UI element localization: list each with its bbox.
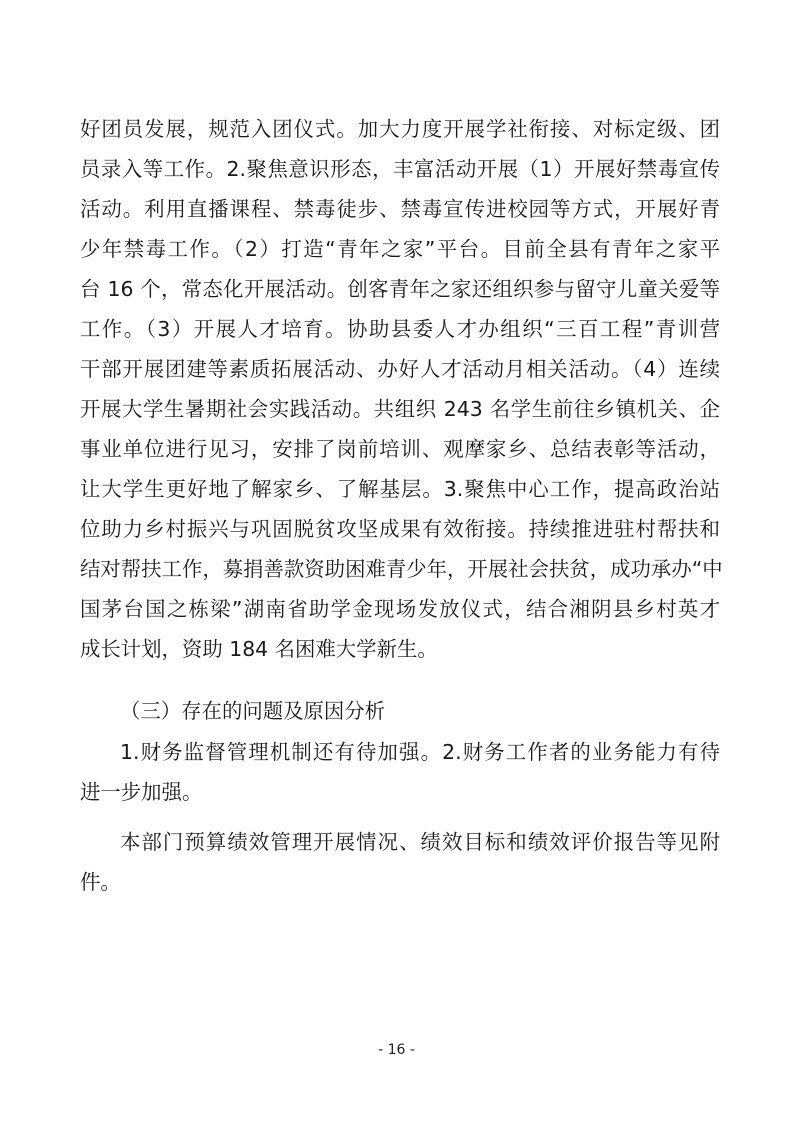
body-line-2: 员录入等工作。2.聚焦意识形态，丰富活动开展（1）开展好禁毒宣传 (80, 157, 720, 181)
closing-line-2: 件。 (80, 870, 121, 894)
body-line-14: 成长计划，资助 184 名困难大学新生。 (80, 637, 438, 661)
body-line-9: 事业单位进行见习，安排了岗前培训、观摩家乡、总结表彰等活动， (80, 437, 720, 461)
body-line-11: 位助力乡村振兴与巩固脱贫攻坚成果有效衔接。持续推进驻村帮扶和 (80, 517, 720, 541)
body-line-4: 少年禁毒工作。（2）打造“青年之家”平台。目前全县有青年之家平 (80, 237, 720, 261)
body-line-8: 开展大学生暑期社会实践活动。共组织 243 名学生前往乡镇机关、企 (80, 397, 720, 421)
body-line-12: 结对帮扶工作，募捐善款资助困难青少年，开展社会扶贫，成功承办“中 (80, 557, 723, 581)
section-heading: （三）存在的问题及原因分析 (120, 699, 386, 723)
body-line-5: 台 16 个，常态化开展活动。创客青年之家还组织参与留守儿童关爱等 (80, 277, 720, 301)
body-line-10: 让大学生更好地了解家乡、了解基层。3.聚焦中心工作，提高政治站 (80, 477, 720, 501)
body-line-13: 国茅台国之栋梁”湖南省助学金现场发放仪式，结合湘阴县乡村英才 (80, 597, 720, 621)
body-line-1: 好团员发展，规范入团仪式。加大力度开展学社衔接、对标定级、团 (80, 117, 720, 141)
page-number: - 16 - (378, 1042, 415, 1058)
body-line-7: 干部开展团建等素质拓展活动、办好人才活动月相关活动。（4）连续 (80, 357, 720, 381)
body-line-6: 工作。（3）开展人才培育。协助县委人才办组织“三百工程”青训营 (80, 317, 720, 341)
problem-line-2: 进一步加强。 (80, 780, 203, 804)
closing-line-1: 本部门预算绩效管理开展情况、绩效目标和绩效评价报告等见附 (120, 830, 720, 854)
problem-line-1: 1.财务监督管理机制还有待加强。2.财务工作者的业务能力有待 (120, 740, 720, 764)
body-line-3: 活动。利用直播课程、禁毒徒步、禁毒宣传进校园等方式，开展好青 (80, 197, 720, 221)
